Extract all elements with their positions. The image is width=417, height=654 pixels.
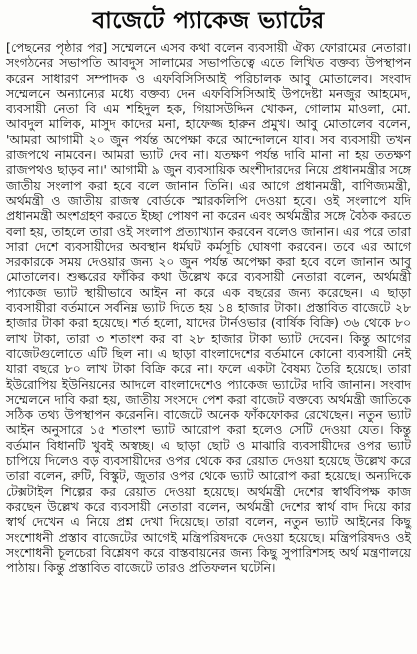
article-paragraph xyxy=(6,40,411,575)
article-headline: বাজেটে প্যাকেজ ভ্যাটের xyxy=(92,8,325,34)
article-text: সম্মেলনে এসব কথা বলেন ব্যবসায়ী ঐক্য ফোরামের নেতারা। সংগঠনের সভাপতি আবদুস সালামের সভাপতিত্বে এতে লিখিত বক্তব্য উপস্থাপন করেন সাধারণ সম্পাদক ও এফবিসিসিআই পরিচালক আবু মোতালেব। সংবাদ সম্মেলনে অন্যান্যের মধ্যে বক্তব্য দেন এফবিসিসিআই উপদেষ্টা মনজুর আহমেদ, ব্যবসায়ী নেতা বি এম শহিদুল হক, গিয়াসউদ্দিন খোকন, গোলাম মাওলা, মো. আবদুল মালিক, মাসুদ কাদের মনা, হাফেজ্জ হারুন প্রমুখ। আবু মোতালেব বলেন, 'আমরা আগামী ২০ জুন পর্যন্ত অপেক্ষা করে আন্দোলনে যাব। সব ব্যবসায়ী তখন রাজপথে নামবেন। আমরা ভ্যাট দেব না। যতক্ষণ পর্যন্ত দাবি মানা না হয় ততক্ষণ রাজপথও ছাড়ব না।' আগামী ৯ জুন ব্যবসায়িক অংশীদারদের নিয়ে প্রধানমন্ত্রীর সঙ্গে জাতীয় সংলাপ করা হবে বলে জানান তিনি। এর আগে প্রধানমন্ত্রী, বাণিজ্যমন্ত্রী, অর্থমন্ত্রী ও জাতীয় রাজস্ব বোর্ডকে স্মারকলিপি দেওয়া হবে। ওই সংলাপে যদি প্রধানমন্ত্রী অংশগ্রহণ করতে ইচ্ছা পোষণ না করেন এবং অর্থমন্ত্রীর সঙ্গে বৈঠক করতে বলা হয়, তাহলে তারা ওই সংলাপ প্রত্যাখ্যান করবেন বলেও জানান। এর পরে তারা সারা দেশে ব্যবসায়ীদের অবস্থান ধর্মঘট কর্মসূচি ঘোষণা করবেন। তবে এর আগে সরকারকে সময় দেওয়ার জন্য ২০ জুন পর্যন্ত অপেক্ষা করা হবে বলে জানান আবু মোতালেব। শুল্করের ফাঁকির কথা উল্লেখ করে ব্যবসায়ী নেতারা বলেন, অর্থমন্ত্রী প্যাকেজ ভ্যাট স্থায়ীভাবে আইন না করে এক বছরের জন্য করেছেন। এ ছাড়া ব্যবসায়ীরা বর্তমানে সর্বনিম্ন ভ্যাট দিতে হয় ১৪ হাজার টাকা। প্রস্তাবিত বাজেটে ২৮ হাজার টাকা করা হয়েছে। শর্ত হলো, যাদের টার্নওভার (বার্ষিক বিক্রি) ৩৬ থেকে ৮০ লাখ টাকা, তারা ৩ শতাংশ কর বা ২৮ হাজার টাকা ভ্যাট দেবেন। কিন্তু আগের বাজেটগুলোতে এটি ছিল না। এ ছাড়া বাংলাদেশের বর্তমানে কোনো ব্যবসায়ী নেই যারা বছরে ৮০ লাখ টাকা বিক্রি করে না। ফলে একটা বৈষম্য তৈরি হয়েছে। তারা ইউরোপিয় ইউনিয়নের আদলে বাংলাদেশেও প্যাকেজ ভ্যাটের দাবি জানান। সংবাদ সম্মেলনে দাবি করা হয়, জাতীয় সংসদে পেশ করা বাজেট বক্তব্যে অর্থমন্ত্রী জাতিকে সঠিক তথ্য উপস্থাপন করেননি। বাজেটে অনেক ফাঁকফোকর রেখেছেন। নতুন ভ্যাট আইন অনুসারে ১৫ শতাংশ ভ্যাট আরোপ করা হলেও সেটি দেওয়া যেত। কিন্তু বর্তমান বিধানটি খুবই অস্বচ্ছ। এ ছাড়া ছোট ও মাঝারি ব্যবসায়ীদের ওপর ভ্যাট চাপিয়ে দিলেও বড় ব্যবসায়ীদের ওপর থেকে কর রেয়াত দেওয়া হয়েছে উল্লেখ করে তারা বলেন, রুটি, বিস্কুট, জুতার ওপর থেকে ভ্যাট আরোপ করা হয়েছে। অন্যদিকে টেক্সটাইল শিল্পের কর রেয়াত দেওয়া হয়েছে। অর্থমন্ত্রী দেশের স্বার্থবিপক্ষ কাজ করছেন উল্লেখ করে ব্যবসায়ী নেতারা বলেন, অর্থমন্ত্রী দেশের স্বার্থ বাদ দিয়ে কার স্বার্থ দেখেন এ নিয়ে প্রশ্ন দেখা দিয়েছে। তারা বলেন, নতুন ভ্যাট আইনের কিছু সংশোধনী প্রস্তাব বাজেটের আগেই মন্ত্রিপরিষদকে দেওয়া হয়েছে। মন্ত্রিপরিষদও ওই সংশোধনী চূলচেরা বিশ্লেষণ করে বাস্তবায়নের জন্য কিছু সুপারিশসহ অর্থ মন্ত্রণালয়ে পাঠায়। কিন্তু প্রস্তাবিত বাজেটে তারও প্রতিফলন ঘটেনি। xyxy=(6,40,411,576)
article-body xyxy=(6,40,411,575)
continued-from-label: [পেছনের পৃষ্ঠার পর] xyxy=(6,40,108,55)
